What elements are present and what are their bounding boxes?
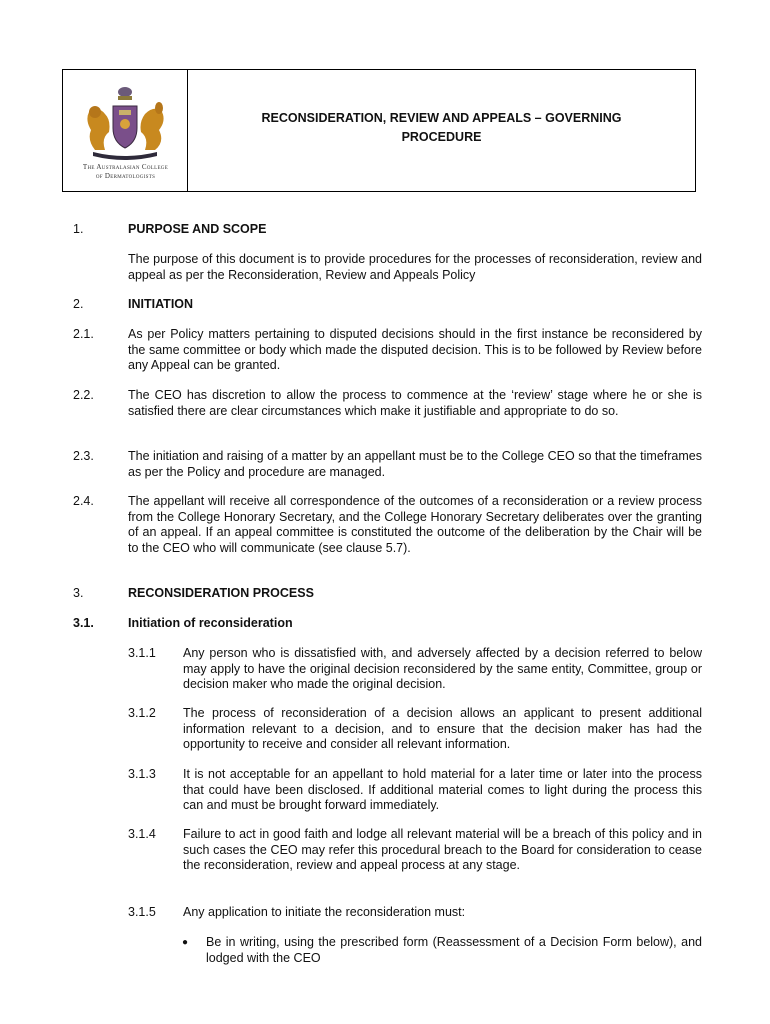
clause-number: 3.1.4 [128,827,156,841]
bullet-text: Be in writing, using the prescribed form (Reassessment of a Decision Form below), and lodged with the CEO [206,935,702,965]
logo-cell [63,70,188,191]
college-name-line1: The Australasian College [82,163,169,171]
clause-text: The CEO has discretion to allow the process to commence at the ‘review’ stage where he or she is satisfied there are clear circumstances which make it justifiable and appropriate to do so. [128,388,702,418]
clause-text: Failure to act in good faith and lodge all relevant material will be a breach of this policy and in such cases the CEO may refer this procedural breach to the Board for consideration to cease the reconsideration, review and appeal process at any stage. [183,827,702,872]
clause-number: 2.1. [73,327,94,341]
section-number: 1. [73,222,84,236]
clause-text: As per Policy matters pertaining to disputed decisions should in the first instance be reconsidered by the same committee or body which made the disputed decision. This is to be followed by Review before any Appeal can be granted. [128,327,702,372]
clause-number: 3.1.5 [128,905,156,919]
section-number: 3. [73,586,84,600]
title-cell [188,70,695,191]
document-title-line1: RECONSIDERATION, REVIEW AND APPEALS – GOVERNING [261,110,622,125]
clause-text: Any application to initiate the reconsideration must: [183,905,466,919]
clause-text: The initiation and raising of a matter by an appellant must be to the College CEO so that the timeframes as per the Policy and procedure are managed. [128,449,702,479]
college-name-line2: of Dermatologists [95,172,156,180]
clause-text: Any person who is dissatisfied with, and adversely affected by a decision referred to below may apply to have the original decision reconsidered by the same entity, Committee, group or decision maker who made the original decision. [183,646,702,691]
college-crest-icon [75,84,175,164]
college-name [63,163,188,181]
clause-text: The process of reconsideration of a decision allows an applicant to present additional information relevant to a decision, and to ensure that the decision maker has had the opportunity to receive and consider all relevant information. [183,706,702,751]
section-heading: INITIATION [128,297,194,311]
subsection-heading: Initiation of reconsideration [128,616,293,630]
clause-text: The appellant will receive all correspondence of the outcomes of a reconsideration or a review process from the College Honorary Secretary, and the College Honorary Secretary deliberates over the granting of an appeal. If an appeal committee is constituted the outcome of the deliberation by the Chair will be to the CEO who will communicate (see clause 5.7). [128,494,702,555]
clause-number: 3.1.3 [128,767,156,781]
bullet-icon: ● [182,937,189,948]
clause-number: 3.1.2 [128,706,156,720]
section-number: 2. [73,297,84,311]
section-heading: RECONSIDERATION PROCESS [128,586,314,600]
clause-number: 2.3. [73,449,94,463]
clause-number: 3.1.1 [128,646,156,660]
clause-number: 2.4. [73,494,94,508]
document-title-line2: PROCEDURE [401,129,482,144]
subsection-number: 3.1. [73,616,94,630]
document-header [62,69,696,192]
section-heading: PURPOSE AND SCOPE [128,222,267,236]
paragraph: The purpose of this document is to provide procedures for the processes of reconsideration, review and appeal as per the Reconsideration, Review and Appeals Policy [128,252,702,282]
clause-text: It is not acceptable for an appellant to hold material for a later time or later into the process that could have been disclosed. If additional material comes to light during the process this can and must be brought forward immediately. [183,767,702,812]
clause-number: 2.2. [73,388,94,402]
